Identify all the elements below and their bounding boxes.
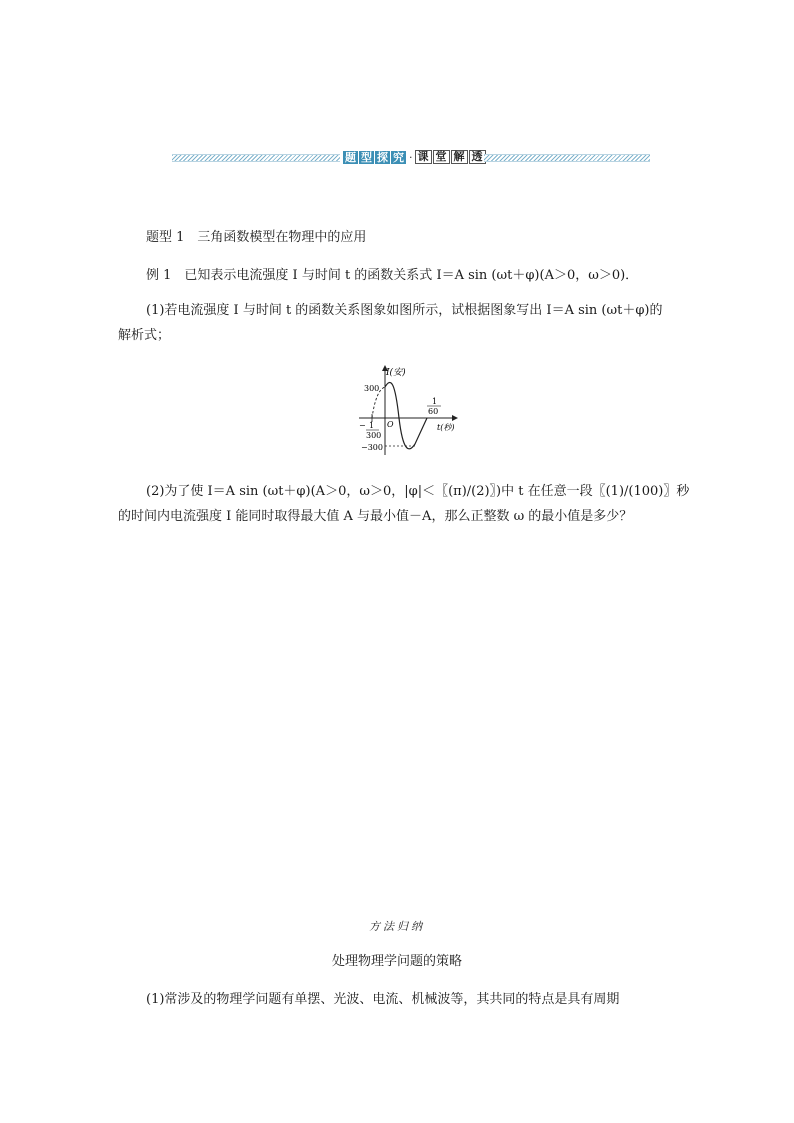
part2-line2: 的时间内电流强度 I 能同时取得最大值 A 与最小值－A，那么正整数 ω 的最小值是多少？ — [118, 509, 633, 524]
example-text: 已知表示电流强度 I 与时间 t 的函数关系式 I＝A sin (ωt＋φ)(A＞0，ω＞0)． — [184, 268, 639, 283]
banner-char: 究 — [393, 150, 404, 164]
sine-curve — [385, 382, 427, 448]
y-max-label: 300 — [364, 384, 380, 393]
example-label: 例 1 — [146, 268, 172, 283]
banner-hatch-left — [172, 154, 340, 162]
banner-char: 堂 — [433, 150, 450, 164]
part1-line2: 解析式； — [118, 328, 171, 343]
part2-line1: (2)为了使 I＝A sin (ωt＋φ)(A＞0，ω＞0，|φ|＜〖(π)/(2)〗)中 t 在任意一段〖(1)/(100)〗秒 — [146, 484, 690, 499]
sine-graph-svg — [355, 360, 465, 460]
origin-label: O — [387, 420, 394, 429]
method-label: 方法归纳 — [369, 920, 425, 933]
section-heading: 题型 1 三角函数模型在物理中的应用 — [146, 230, 367, 245]
banner-char: 课 — [415, 150, 432, 164]
banner-char: 题 — [345, 150, 356, 164]
y-axis-label: I(安) — [386, 368, 406, 378]
banner-char: 探 — [377, 150, 388, 164]
left-tick-num: 1 — [369, 421, 375, 430]
sine-graph — [355, 360, 465, 460]
left-tick-minus: − — [359, 421, 366, 430]
strategy-line1: (1)常涉及的物理学问题有单摆、光波、电流、机械波等，其共同的特点是具有周期 — [146, 992, 620, 1007]
banner-title — [343, 150, 487, 164]
right-tick-num: 1 — [432, 397, 438, 406]
banner-char: 透 — [469, 150, 486, 164]
banner-separator: · — [409, 150, 413, 164]
strategy-title: 处理物理学问题的策略 — [331, 954, 462, 969]
part1-line1: (1)若电流强度 I 与时间 t 的函数关系图象如图所示，试根据图象写出 I＝A sin (ωt＋φ)的 — [146, 303, 663, 318]
banner-char: 解 — [451, 150, 468, 164]
example-1 — [146, 267, 638, 285]
section-banner — [172, 150, 650, 164]
left-tick-den: 300 — [366, 431, 382, 440]
y-min-label: −300 — [361, 443, 383, 452]
x-axis-label: t(秒) — [437, 423, 455, 432]
banner-char: 型 — [361, 150, 372, 164]
banner-hatch-right — [484, 154, 650, 162]
right-tick-den: 60 — [428, 407, 439, 416]
